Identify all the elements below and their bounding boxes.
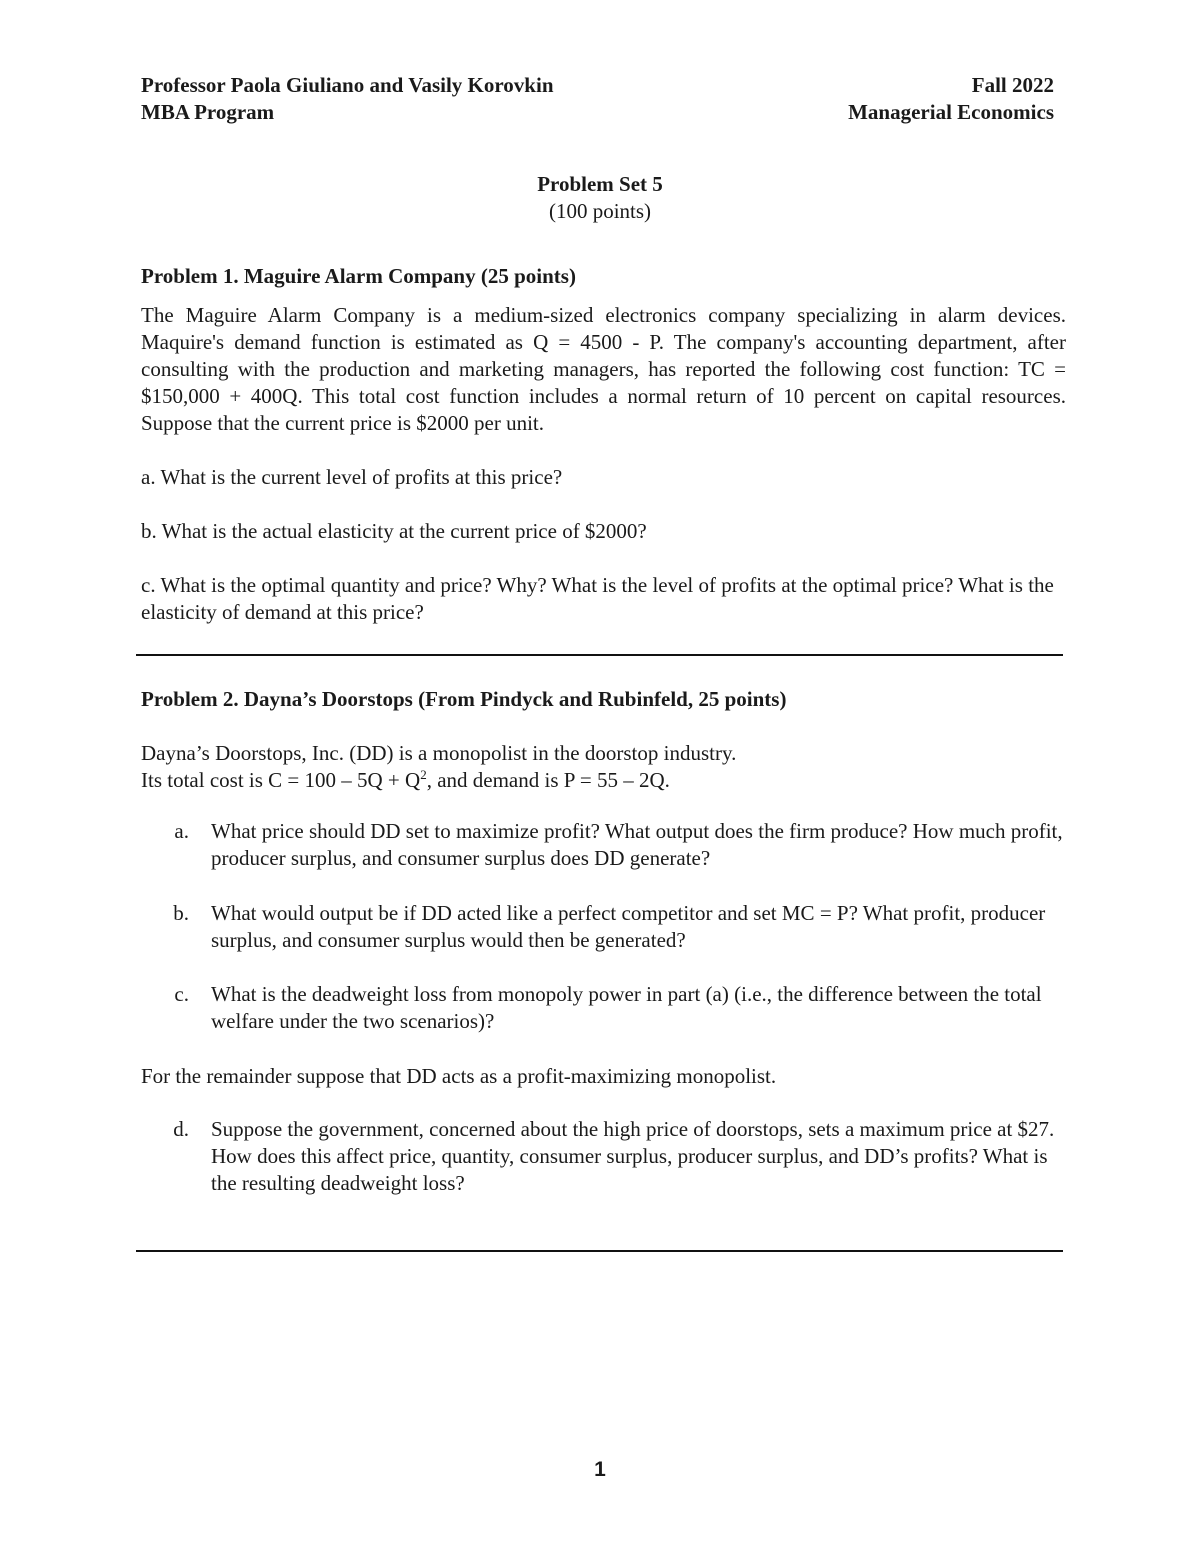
problem-2-intro-line-2	[141, 767, 1066, 794]
section-divider-bottom	[136, 1250, 1063, 1252]
header-line-2	[141, 99, 1054, 126]
problem-2-item-b	[141, 900, 1066, 954]
item-marker: d.	[173, 1117, 189, 1141]
header-course: Managerial Economics	[848, 100, 1054, 124]
problem-2-item-c	[141, 981, 1066, 1035]
problem-set-points: (100 points)	[548, 199, 652, 223]
problem-1-question-a: a. What is the current level of profits at this price?	[141, 465, 563, 489]
problem-1-heading: Problem 1. Maguire Alarm Company (25 points)	[141, 264, 576, 288]
problem-1-question-c: c. What is the optimal quantity and price? Why? What is the level of profits at the optimal price? What is the elasticity of demand at this price?	[141, 573, 1054, 624]
item-marker: b.	[173, 901, 189, 925]
page-number: 1	[594, 1458, 606, 1481]
problem-2-item-a	[141, 818, 1066, 872]
problem-2-item-d	[141, 1116, 1066, 1197]
problem-1-question-b: b. What is the actual elasticity at the current price of $2000?	[141, 519, 647, 543]
section-divider	[136, 654, 1063, 656]
problem-2-heading: Problem 2. Dayna’s Doorstops (From Pindyck and Rubinfeld, 25 points)	[141, 687, 787, 711]
problem-2-remainder-note: For the remainder suppose that DD acts as a profit-maximizing monopolist.	[141, 1064, 777, 1088]
item-marker: c.	[174, 982, 189, 1006]
item-text: What price should DD set to maximize profit? What output does the firm produce? How much profit, producer surplus, and consumer surplus does DD generate?	[211, 819, 1063, 870]
header-program: MBA Program	[141, 100, 275, 124]
item-text: Suppose the government, concerned about the high price of doorstops, sets a maximum price at $27. How does this affect price, quantity, consumer surplus, producer surplus, and DD’s profits? What is the resulting deadweight loss?	[211, 1117, 1055, 1195]
problem-2-intro-line-1: Dayna’s Doorstops, Inc. (DD) is a monopolist in the doorstop industry.	[141, 741, 737, 765]
header-instructors: Professor Paola Giuliano and Vasily Korovkin	[141, 73, 554, 97]
cost-demand-text-end: , and demand is P = 55 – 2Q.	[426, 768, 670, 792]
cost-demand-text: Its total cost is C = 100 – 5Q + Q	[141, 768, 421, 792]
header-line-1	[141, 72, 1054, 99]
exponent: 2	[420, 767, 427, 782]
item-text: What would output be if DD acted like a perfect competitor and set MC = P? What profit, producer surplus, and consumer surplus would then be generated?	[211, 901, 1046, 952]
problem-set-title: Problem Set 5	[537, 172, 663, 196]
item-marker: a.	[174, 819, 189, 843]
item-text: What is the deadweight loss from monopoly power in part (a) (i.e., the difference between the total welfare under the two scenarios)?	[211, 982, 1042, 1033]
header-term: Fall 2022	[971, 73, 1054, 97]
problem-1-body: The Maguire Alarm Company is a medium-sized electronics company specializing in alarm devices. Maquire's demand function is estimated as Q = 4500 - P. The company's accounting department, after consulting with the production and marketing managers, has reported the following cost function: TC = $150,000 + 400Q. This total cost function includes a normal return of 10 percent on capital resources. Suppose that the current price is $2000 per unit.	[141, 303, 1066, 435]
